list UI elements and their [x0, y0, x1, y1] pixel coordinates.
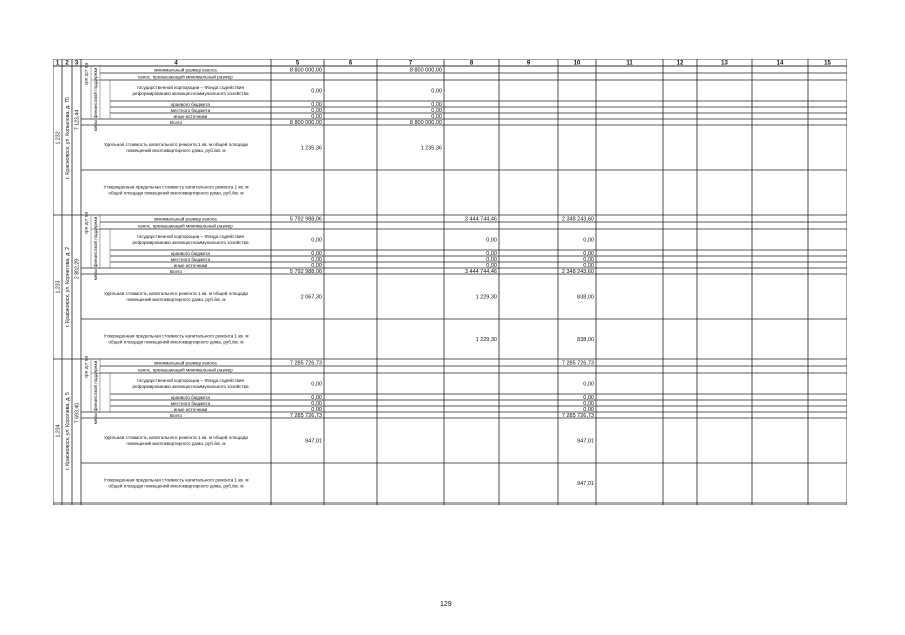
column-header-7: 7 — [408, 60, 413, 67]
row-label: минимальный размер взноса — [154, 216, 217, 222]
cell-value-col10: 838,00 — [577, 337, 594, 343]
cell-value-col10: 0,00 — [583, 407, 594, 413]
cell-value-col5: 8 800 000,00 — [289, 120, 322, 126]
column-header-4: 4 — [174, 60, 178, 67]
cell-value-col8: 0,00 — [486, 237, 497, 244]
cell-value-col10: 0,00 — [583, 257, 594, 263]
column-header-3: 3 — [74, 60, 79, 67]
cell-value-col7: 8 800 000,00 — [409, 67, 442, 74]
row-label: государственной корпорации – Фонда содействия реформированию жилищно-коммунального хозяйства — [132, 234, 249, 245]
row-label: Всего — [169, 119, 183, 125]
column-header-2: 2 — [65, 60, 69, 67]
row-label: иные источники — [173, 113, 208, 119]
building-area: 7 123,44 — [74, 109, 81, 131]
cell-value-col7: 1 235,36 — [420, 145, 442, 152]
column-header-1: 1 — [55, 60, 60, 67]
cell-value-col10: 947,01 — [577, 481, 594, 487]
cell-value-col5: 0,00 — [311, 257, 322, 263]
cell-value-col5: 1 235,36 — [300, 145, 322, 152]
column-header-8: 8 — [469, 60, 474, 67]
page-number: 129 — [440, 601, 452, 608]
row-label: государственной корпорации – Фонда содействия реформированию жилищно-коммунального хозяйства — [132, 85, 249, 96]
row-label: Удельная стоимость капитального ремонта 1 кв. м общей площади помещений многоквартирного дома, руб./кв. м — [104, 435, 248, 446]
cell-value-col5: 0,00 — [311, 237, 322, 244]
row-label: иные источники — [173, 262, 208, 268]
column-header-11: 11 — [626, 60, 633, 67]
row-label: минимальный размер взноса — [154, 360, 217, 366]
cell-value-col8: 3 444 744,46 — [464, 269, 497, 275]
cell-value-col10: 947,01 — [577, 438, 594, 445]
cell-value-col5: 0,00 — [311, 108, 322, 114]
cell-value-col5: 5 792 988,06 — [289, 216, 322, 223]
measures-label: меры финансовой поддержки — [93, 67, 98, 132]
cell-value-col5: 7 285 726,73 — [289, 413, 322, 419]
cell-value-col8: 0,00 — [486, 257, 497, 263]
row-label: государственной корпорации – Фонда содействия реформированию жилищно-коммунального хозяйства — [132, 378, 249, 389]
row-label: краевого бюджета — [171, 250, 210, 256]
cell-value-col10: 0,00 — [583, 237, 594, 244]
row-label: Утвержденная предельная стоимость капитального ремонта 1 кв. м общей площади помещений многоквартирного дома, руб./кв. м — [103, 477, 249, 489]
cell-value-col5: 8 800 000,00 — [289, 67, 322, 74]
row-label: краевого бюджета — [171, 101, 210, 107]
cell-value-col5: 0,00 — [311, 395, 322, 401]
cell-value-col5: 0,00 — [311, 263, 322, 269]
row-label: краевого бюджета — [171, 394, 210, 400]
cell-value-col8: 1 229,30 — [475, 294, 497, 301]
cell-value-col8: 3 444 744,46 — [464, 216, 497, 223]
cell-value-col10: 0,00 — [583, 381, 594, 388]
measures-label: меры финансовой поддержки — [93, 216, 98, 281]
row-label: Удельная стоимость капитального ремонта 1 кв. м общей площади помещений многоквартирного дома, руб./кв. м — [104, 142, 248, 153]
cell-value-col7: 8 800 000,00 — [409, 120, 442, 126]
row-label: местного бюджета — [170, 256, 211, 262]
capital-repair-table — [53, 59, 847, 505]
cell-value-col5: 0,00 — [311, 401, 322, 407]
row-label: взнос, превышающий минимальный размер — [138, 367, 233, 373]
cell-value-col10: 0,00 — [583, 401, 594, 407]
cell-value-col8: 0,00 — [486, 263, 497, 269]
column-header-5: 5 — [295, 60, 300, 67]
block-number: 1.232 — [55, 131, 62, 145]
cell-value-col5: 5 792 988,06 — [289, 269, 322, 275]
column-header-15: 15 — [824, 60, 831, 67]
sources-label: сре дст ва — [83, 212, 89, 234]
measures-label: меры финансовой поддержки — [93, 360, 98, 425]
building-area: 2 802,29 — [74, 258, 81, 280]
cell-value-col5: 0,00 — [311, 102, 322, 108]
column-header-9: 9 — [526, 60, 531, 67]
cell-value-col7: 0,00 — [431, 108, 442, 114]
cell-value-col5: 0,00 — [311, 251, 322, 257]
row-label: Утвержденная предельная стоимость капитального ремонта 1 кв. м общей площади помещений многоквартирного дома, руб./кв. м — [103, 184, 249, 196]
row-label: Утвержденная предельная стоимость капитального ремонта 1 кв. м общей площади помещений многоквартирного дома, руб./кв. м — [103, 333, 249, 345]
row-label: взнос, превышающий минимальный размер — [138, 74, 233, 80]
cell-value-col7: 0,00 — [431, 114, 442, 120]
cell-value-col5: 0,00 — [311, 407, 322, 413]
row-label: Всего — [169, 412, 183, 418]
cell-value-col7: 0,00 — [431, 102, 442, 108]
cell-value-col10: 7 285 726,73 — [561, 360, 594, 367]
building-area: 7 693,40 — [74, 402, 81, 424]
building-address: г. Красноярск, ул. Копылова, д. 70 — [65, 97, 71, 179]
cell-value-col8: 0,00 — [486, 251, 497, 257]
row-label: Всего — [169, 268, 183, 274]
cell-value-col7: 0,00 — [431, 88, 442, 95]
cell-value-col8: 1 229,30 — [475, 337, 497, 343]
cell-value-col10: 2 348 243,60 — [561, 216, 594, 223]
block-number: 1.233 — [55, 280, 62, 294]
sources-label: сре дст ва — [83, 356, 89, 378]
building-address: г. Красноярск, ул. Королева, д. 5 — [65, 392, 71, 470]
row-label: иные источники — [173, 406, 208, 412]
cell-value-col10: 0,00 — [583, 263, 594, 269]
sources-label: сре дст ва — [83, 63, 89, 85]
cell-value-col10: 0,00 — [583, 395, 594, 401]
cell-value-col10: 7 285 726,73 — [561, 413, 594, 419]
column-header-13: 13 — [721, 60, 728, 67]
column-header-6: 6 — [348, 60, 353, 67]
cell-value-col5: 947,01 — [305, 438, 322, 445]
row-label: местного бюджета — [170, 400, 211, 406]
cell-value-col5: 7 285 726,73 — [289, 360, 322, 367]
cell-value-col10: 0,00 — [583, 251, 594, 257]
block-number: 1.234 — [55, 424, 62, 438]
column-header-10: 10 — [573, 60, 581, 67]
column-header-14: 14 — [776, 60, 784, 67]
cell-value-col5: 0,00 — [311, 381, 322, 388]
row-label: местного бюджета — [170, 107, 211, 113]
cell-value-col5: 0,00 — [311, 88, 322, 95]
row-label: взнос, превышающий минимальный размер — [138, 223, 233, 229]
column-header-12: 12 — [676, 60, 684, 67]
building-address: г. Красноярск, ул. Корнетова, д. 2 — [65, 247, 71, 327]
cell-value-col5: 2 067,30 — [300, 294, 322, 301]
cell-value-col10: 2 348 243,60 — [561, 269, 594, 275]
row-label: минимальный размер взноса — [154, 67, 217, 73]
row-label: Удельная стоимость капитального ремонта 1 кв. м общей площади помещений многоквартирного дома, руб./кв. м — [104, 291, 248, 302]
cell-value-col5: 0,00 — [311, 114, 322, 120]
cell-value-col10: 838,00 — [577, 294, 594, 301]
